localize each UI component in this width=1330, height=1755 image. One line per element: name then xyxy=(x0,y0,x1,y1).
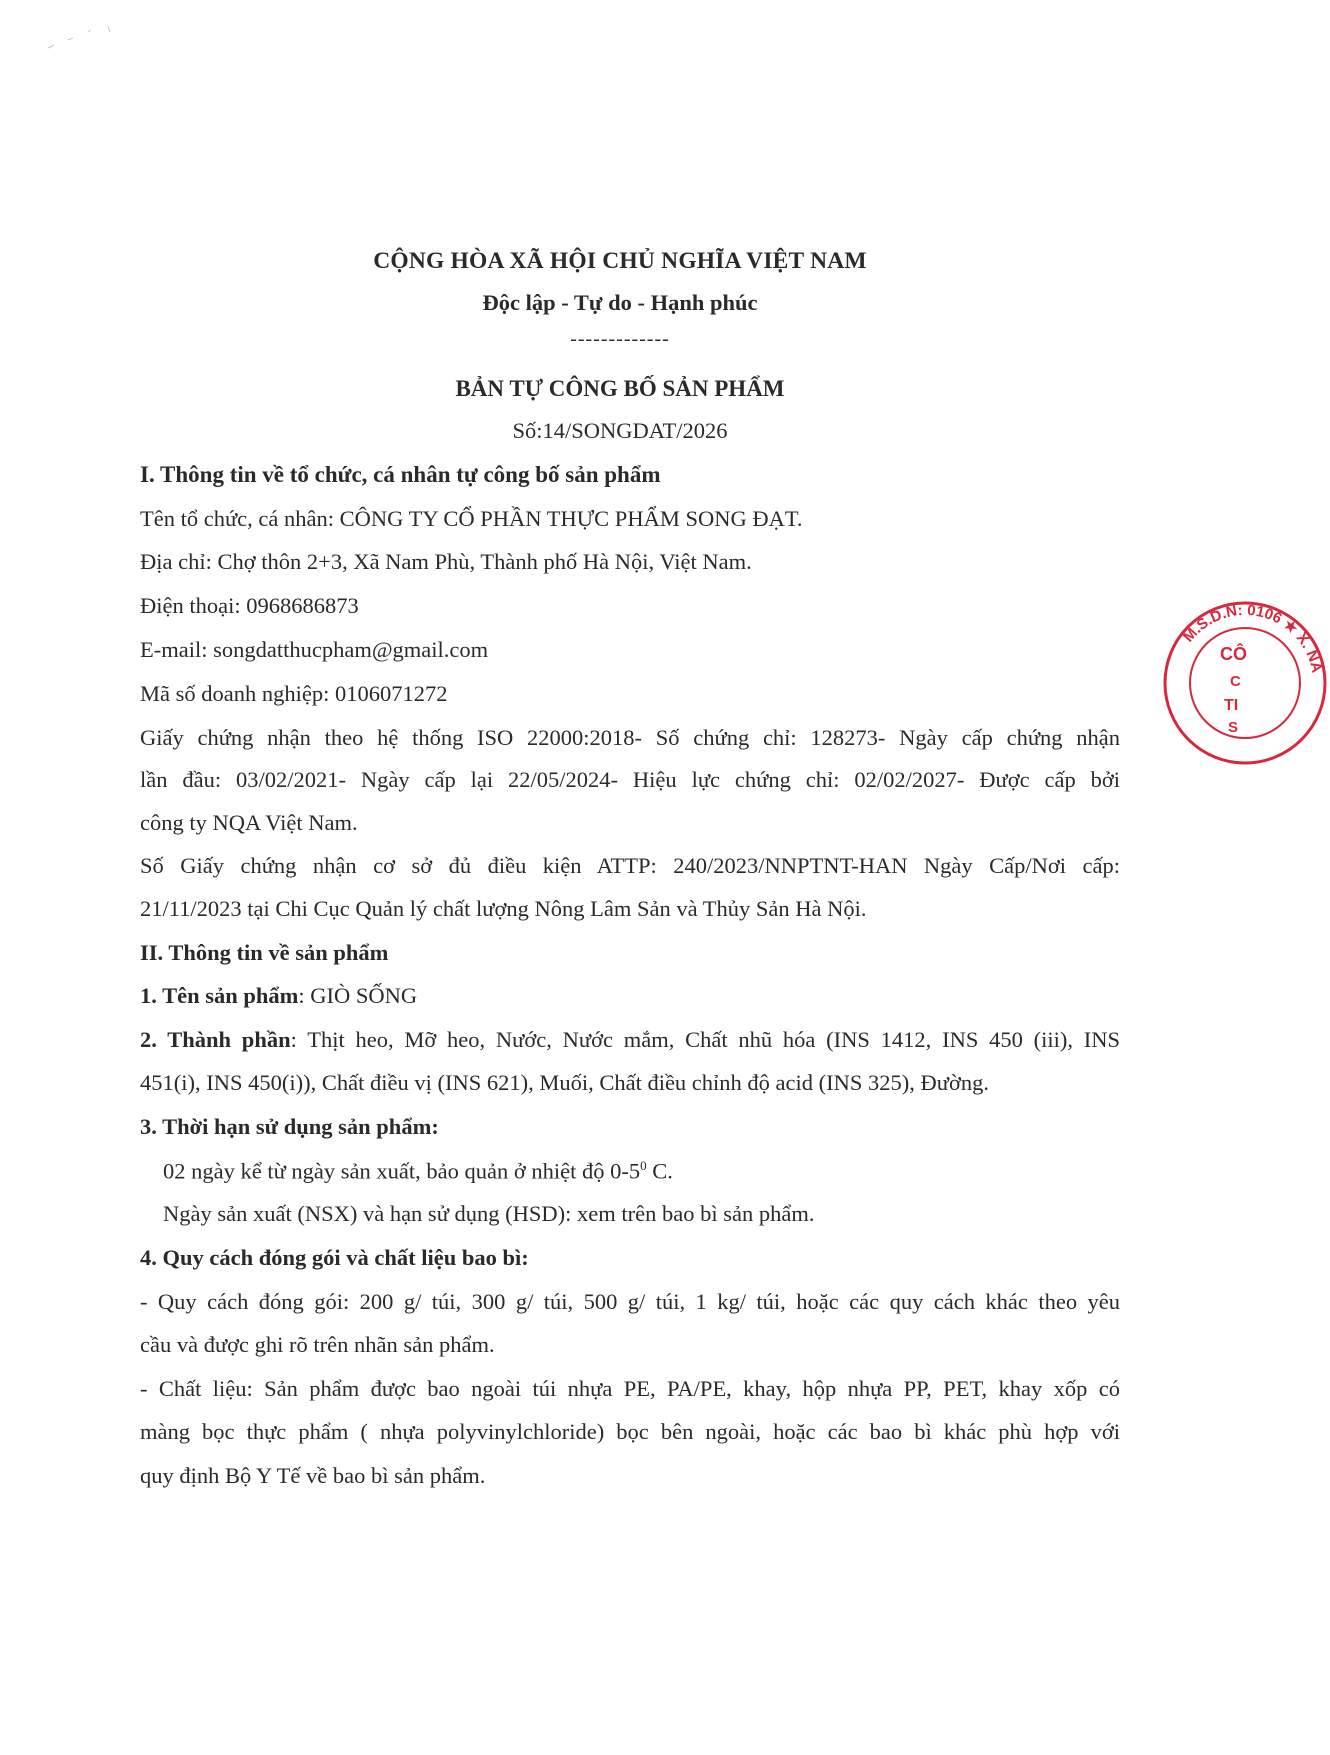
document-title: BẢN TỰ CÔNG BỐ SẢN PHẨM xyxy=(455,376,785,401)
national-motto: Độc lập - Tự do - Hạnh phúc xyxy=(482,290,758,315)
org-phone: Điện thoại: 0968686873 xyxy=(140,593,359,618)
iso-certificate-line1: Giấy chứng nhận theo hệ thống ISO 22000:2018- Số chứng chỉ: 128273- Ngày cấp chứng nhận xyxy=(140,725,1120,750)
svg-text:TI: TI xyxy=(1224,697,1239,714)
shelf-life-unit: C. xyxy=(646,1158,673,1184)
packaging-heading: 4. Quy cách đóng gói và chất liệu bao bì: xyxy=(140,1245,529,1270)
org-email: E-mail: songdatthucpham@gmail.com xyxy=(140,637,489,662)
shelf-life-heading: 3. Thời hạn sử dụng sản phẩm: xyxy=(140,1114,439,1139)
ingredients-line2: 451(i), INS 450(i)), Chất điều vị (INS 621), Muối, Chất điều chỉnh độ acid (INS 325), Đường. xyxy=(140,1070,989,1095)
packaging-spec-line2: cầu và được ghi rõ trên nhãn sản phẩm. xyxy=(140,1332,495,1357)
section2-heading: II. Thông tin về sản phẩm xyxy=(140,940,389,965)
shelf-life-line1 xyxy=(163,1158,673,1185)
scan-artifact xyxy=(28,18,118,58)
header-separator: ------------- xyxy=(570,328,670,350)
iso-certificate-line2: lần đầu: 03/02/2021- Ngày cấp lại 22/05/2024- Hiệu lực chứng chỉ: 02/02/2027- Được cấp bởi xyxy=(140,767,1120,792)
iso-certificate-line3: công ty NQA Việt Nam. xyxy=(140,810,358,835)
business-code: Mã số doanh nghiệp: 0106071272 xyxy=(140,681,448,706)
ingredients-label: 2. Thành phần xyxy=(140,1027,291,1052)
attp-certificate-line1: Số Giấy chứng nhận cơ sở đủ điều kiện ATTP: 240/2023/NNPTNT-HAN Ngày Cấp/Nơi cấp: xyxy=(140,853,1120,878)
degree-superscript: 0 xyxy=(640,1158,647,1173)
national-title: CỘNG HÒA XÃ HỘI CHỦ NGHĨA VIỆT NAM xyxy=(373,248,867,274)
shelf-life-line2: Ngày sản xuất (NSX) và hạn sử dụng (HSD): xem trên bao bì sản phẩm. xyxy=(163,1201,815,1226)
svg-text:S: S xyxy=(1228,719,1239,736)
packaging-spec-line1: - Quy cách đóng gói: 200 g/ túi, 300 g/ túi, 500 g/ túi, 1 kg/ túi, hoặc các quy cách khác theo yêu xyxy=(140,1289,1120,1314)
svg-text:M.S.D.N: 0106 ★ X. NA: M.S.D.N: 0106 ★ X. NA xyxy=(1179,601,1326,675)
product-name-row xyxy=(140,983,417,1009)
org-address: Địa chỉ: Chợ thôn 2+3, Xã Nam Phù, Thành phố Hà Nội, Việt Nam. xyxy=(140,549,752,574)
svg-text:CÔ: CÔ xyxy=(1220,644,1247,664)
svg-text:C: C xyxy=(1230,673,1241,690)
org-name: Tên tổ chức, cá nhân: CÔNG TY CỔ PHẦN THỰC PHẨM SONG ĐẠT. xyxy=(140,506,803,531)
ingredients-line1 xyxy=(140,1027,1120,1053)
product-name-label: 1. Tên sản phẩm xyxy=(140,983,299,1008)
ingredients-text1: : Thịt heo, Mỡ heo, Nước, Nước mắm, Chất nhũ hóa (INS 1412, INS 450 (iii), INS xyxy=(290,1027,1121,1052)
packaging-material-line1: - Chất liệu: Sản phẩm được bao ngoài túi nhựa PE, PA/PE, khay, hộp nhựa PP, PET, khay xốp có xyxy=(140,1376,1120,1401)
product-name-value: : GIÒ SỐNG xyxy=(298,983,418,1008)
document-number: Số:14/SONGDAT/2026 xyxy=(512,418,728,443)
attp-certificate-line2: 21/11/2023 tại Chi Cục Quản lý chất lượng Nông Lâm Sản và Thủy Sản Hà Nội. xyxy=(140,896,867,921)
packaging-material-line2: màng bọc thực phẩm ( nhựa polyvinylchloride) bọc bên ngoài, hoặc các bao bì khác phù hợp với xyxy=(140,1419,1120,1444)
shelf-life-text: 02 ngày kể từ ngày sản xuất, bảo quản ở nhiệt độ 0-5 xyxy=(163,1158,641,1184)
company-seal xyxy=(1160,598,1330,768)
packaging-material-line3: quy định Bộ Y Tế về bao bì sản phẩm. xyxy=(140,1463,486,1488)
section1-heading: I. Thông tin về tổ chức, cá nhân tự công bố sản phẩm xyxy=(140,462,661,487)
